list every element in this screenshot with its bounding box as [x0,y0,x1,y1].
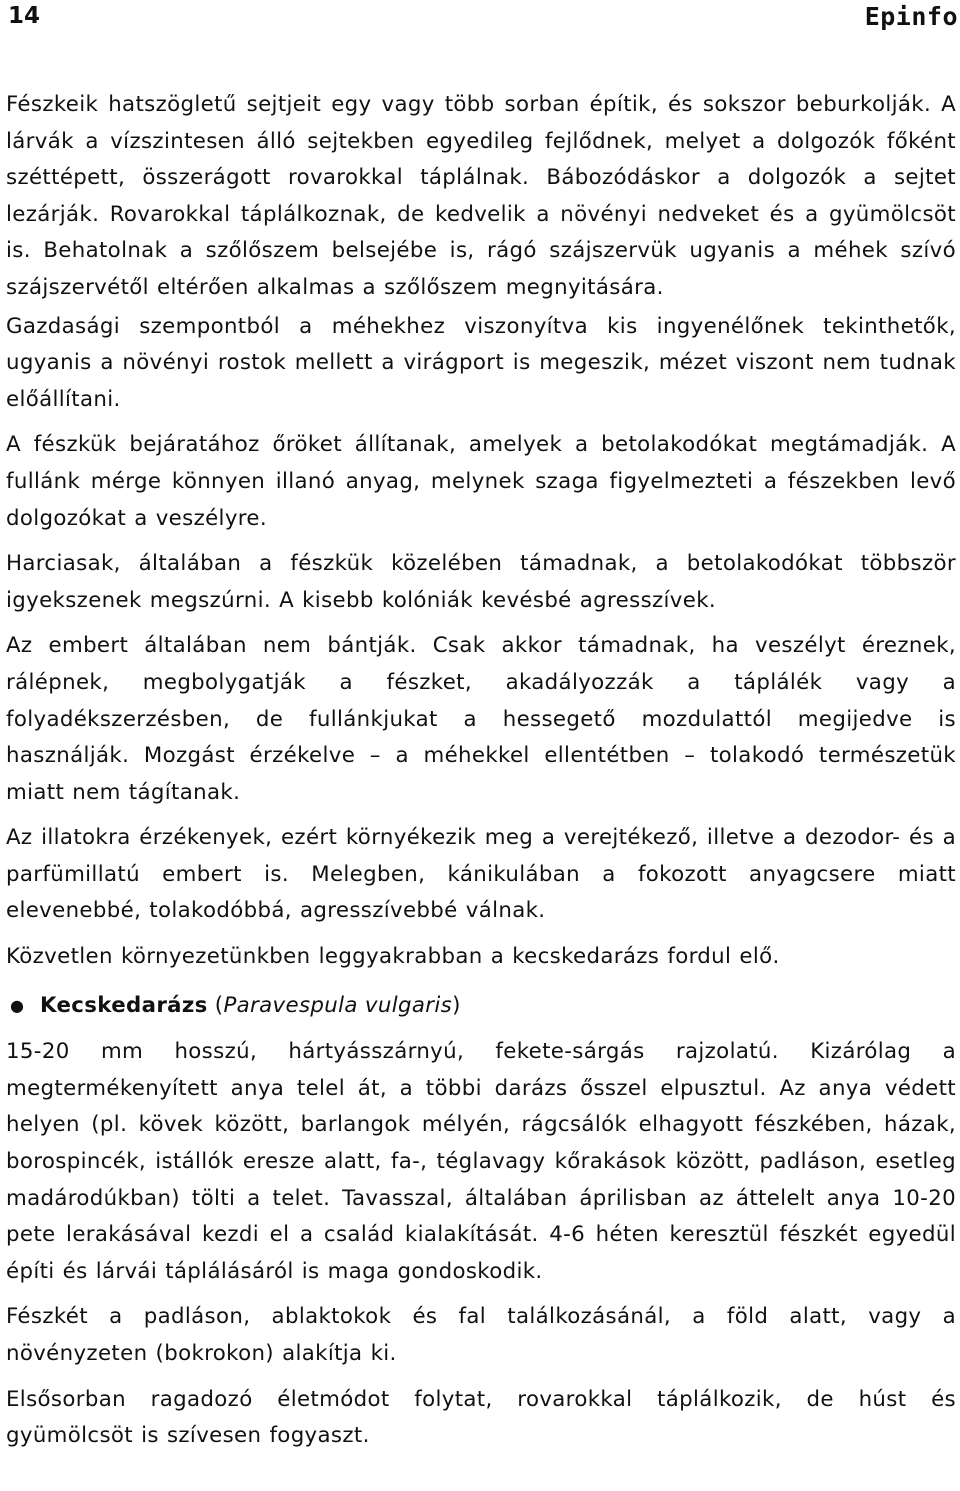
paragraph-scent-sensitivity: Az illatokra érzékenyek, ezért környékezik meg a verejtékező, illetve a dezodor- és a parfümillatú embert is. Melegben, kánikulában a fokozott anyagcsere miatt elevenebbé, tolakodóbbá, agresszívebbé válnak. [6,825,956,924]
paragraph-common-species: Közvetlen környezetünkben leggyakrabban a kecskedarázs fordul elő. [6,944,780,970]
paragraph-nest-building: Fészkeik hatszögletű sejtjeit egy vagy több sorban építik, és sokszor beburkolják. A lárvák a vízszintesen álló sejtekben egyedileg fejlődnek, melyet a dolgozók főként széttépett, összerágott rovarokkal táplálnak. Bábozódáskor a dolgozók a sejtet lezárják. Rovarokkal táplálkoznak, de kedvelik a növényi nedveket és a gyümölcsöt is. Behatolnak a szőlőszem belsejébe is, rágó szájszervük ugyanis a méhek szívó szájszervétől eltérően alkalmas a szőlőszem megnyitására. [6,92,956,300]
paragraph-nest-guards: A fészkük bejáratához őröket állítanak, amelyek a betolakodókat megtámadják. A fullánk mérge könnyen illanó anyag, melynek szaga figyelmezteti a fészekben levő dolgozókat a veszélyre. [6,432,956,531]
species-latin-name: Paravespula vulgaris [223,992,453,1018]
paragraph-diet: Elsősorban ragadozó életmódot folytat, rovarokkal táplálkozik, de húst és gyümölcsöt is szívesen fogyaszt. [6,1386,956,1449]
paragraph-human-contact: Az embert általában nem bántják. Csak akkor támadnak, ha veszélyt éreznek, rálépnek, megbolygatják a fészket, akadályozzák a táplálék vagy a folyadékszerzésben, de fullánkjukat a hessegető mozdulattól megijedve is használják. Mozgást érzékelve – a méhekkel ellentétben – tolakodó természetük miatt nem tágítanak. [6,633,956,805]
close-paren: ) [452,992,461,1018]
page-header [0,0,960,40]
paragraph-species-description: 15-20 mm hosszú, hártyásszárnyú, fekete-sárgás rajzolatú. Kizárólag a megtermékenyített anya telel át, a többi darázs ősszel elpusztul. Az anya védett helyen (pl. kövek között, barlangok mélyén, rágcsálók elhagyott fészkében, házak, borospincék, istállók eresze alatt, fa-, téglavagy kőrakások között, padláson, esetleg madárodúkban) tölti a telet. Tavasszal, általában áprilisban az áttelelt anya 10-20 pete lerakásával kezdi el a család kialakítását. 4-6 héten keresztül fészkét egyedül építi és lárvái táplálásáról is maga gondoskodik. [6,1039,956,1284]
species-heading [6,988,956,1025]
bullet-icon: ● [10,995,25,1015]
brand-logo: Epinfo [864,2,958,31]
species-name: Kecskedarázs [40,992,208,1018]
paragraph-aggression: Harciasak, általában a fészkük közelében támadnak, a betolakodókat többször igyekszenek megszúrni. A kisebb kolóniák kevésbé agresszívek. [6,551,956,613]
page-number: 14 [8,3,41,29]
open-paren: ( [207,992,224,1018]
paragraph-nest-location: Fészkét a padláson, ablaktokok és fal találkozásánál, a föld alatt, vagy a növényzeten (bokrokon) alakítja ki. [6,1304,956,1366]
article-body [6,87,956,1464]
paragraph-economic-role: Gazdasági szempontból a méhekhez viszonyítva kis ingyenélőnek tekinthetők, ugyanis a növényi rostok mellett a virágport is megeszik, mézet viszont nem tudnak előállítani. [6,313,956,412]
